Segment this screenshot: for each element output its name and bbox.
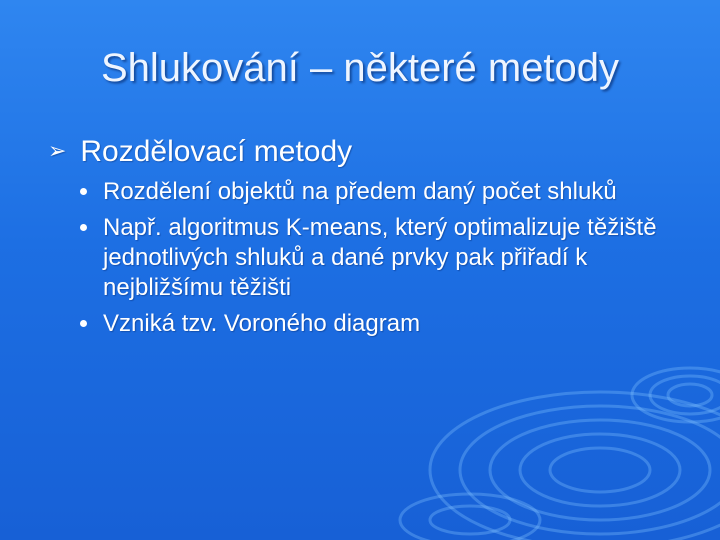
- main-bullet: [48, 132, 352, 171]
- list-item: [80, 213, 680, 303]
- sub-bullet-list: [80, 177, 680, 345]
- bullet-dot-icon: [80, 224, 87, 231]
- main-bullet-text: Rozdělovací metody: [80, 135, 353, 168]
- list-item: [80, 177, 680, 207]
- bullet-dot-icon: [80, 320, 87, 327]
- list-item-text: Vzniká tzv. Voroného diagram: [103, 310, 421, 337]
- bullet-dot-icon: [80, 188, 87, 195]
- slide-title: Shlukování – některé metody: [100, 46, 620, 90]
- list-item: [80, 309, 680, 339]
- arrowhead-bullet-icon: ➢: [48, 138, 67, 163]
- list-item-text: Rozdělení objektů na předem daný počet shluků: [103, 178, 617, 205]
- list-item-text: Např. algoritmus K-means, který optimalizuje těžiště jednotlivých shluků a dané prvky pak přiřadí k nejbližšímu těžišti: [103, 214, 657, 301]
